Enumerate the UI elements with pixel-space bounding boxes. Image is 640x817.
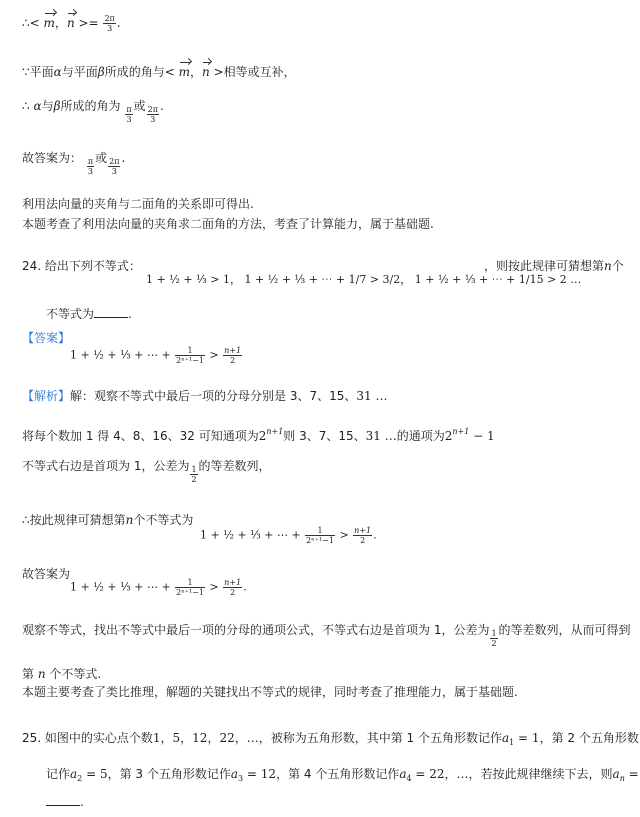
fraction-rhs: $\frac{n+1}{2}$ <box>354 526 372 545</box>
inequality-3: 1 + ½ + ⅓ + ⋯ + 1/15 > 2 … <box>414 273 582 286</box>
variable-n: n <box>37 667 46 681</box>
term-a2: $a_2 = 5$ <box>70 767 108 783</box>
period: . <box>128 307 132 321</box>
fraction-rhs: $\frac{n+1}{2}$ <box>224 578 242 597</box>
analysis-line-6 <box>22 622 631 648</box>
vector-m: m <box>43 16 55 30</box>
fraction-last-term: $\frac{1}{\text{2ⁿ⁺¹−1}}$ <box>306 526 334 545</box>
term-a3: $a_3 = 12$ <box>230 767 277 783</box>
fraction-rhs: $\frac{n+1}{2}$ <box>224 346 242 365</box>
text: ，第 4 个五角形数记作 <box>276 767 400 781</box>
text: 故答案为： <box>22 151 83 165</box>
alpha: α <box>53 65 62 79</box>
text: ，第 3 个五角形数记作 <box>107 767 231 781</box>
period: . <box>80 795 84 809</box>
text: 不等式为 <box>46 307 95 321</box>
pentagonal-numbers: 1，5，12，22，… <box>152 731 259 745</box>
answer-blank <box>94 306 128 318</box>
formula-lhs: 1 + ½ + ⅓ + ⋯ + <box>70 580 171 594</box>
text: 31 … <box>365 429 397 443</box>
beta: β <box>53 99 61 113</box>
text-or: 或 <box>133 99 146 113</box>
inequality-1: 1 + ½ + ⅓ > 1， <box>146 273 241 286</box>
formula-lhs: 1 + ½ + ⅓ + ⋯ + <box>70 348 171 362</box>
variable-n: n <box>125 513 134 527</box>
question-24-inequalities <box>146 272 581 288</box>
inequality-2: 1 + ½ + ⅓ + ⋯ + 1/7 > 3/2， <box>244 273 412 286</box>
question-24-blank-line <box>46 306 132 322</box>
conclusion-angle-line: ∴< m，n >= $\frac{2\pi}{3}$ . <box>22 14 121 33</box>
therefore-symbol: ∴ <box>22 99 30 113</box>
fraction-last-term: $\frac{1}{\text{2ⁿ⁺¹−1}}$ <box>176 578 204 597</box>
fraction-1-2: $\frac{1}{2}$ <box>491 629 497 648</box>
gt-eq: >= <box>78 16 99 30</box>
text: 与 <box>41 99 54 113</box>
variable-n: n <box>604 259 612 273</box>
gt-symbol: > <box>209 580 219 594</box>
text: >相等或互补， <box>213 65 296 79</box>
method-line: 利用法向量的夹角与二面角的关系即可得出. <box>22 197 254 211</box>
text-or: 或 <box>95 151 108 165</box>
text: 个 <box>611 259 624 273</box>
analysis-line-8: 本题主要考查了类比推理，解题的关键找出不等式的规律，同时考查了推理能力，属于基础题. <box>22 685 518 699</box>
text: 个不等式. <box>49 667 102 681</box>
text: 31 … <box>356 389 388 403</box>
text: 个不等式为 <box>133 513 194 527</box>
text: 的等差数列，从而可得到 <box>498 623 631 637</box>
text: ，则按此规律可猜想第 <box>484 259 605 273</box>
analysis-line-7 <box>22 666 101 682</box>
analysis-line-3 <box>22 458 271 484</box>
power-2-n1: $2^{n+1}$ <box>258 427 284 443</box>
text: 将每个数加 1 得 4、8、16、32 可知通项为 <box>22 429 259 443</box>
text: ，第 2 个五角形数 <box>539 731 639 745</box>
fraction-pi-3: $\frac{\pi}{3}$ <box>126 105 132 124</box>
fraction-last-term: $\frac{1}{\text{2ⁿ⁺¹−1}}$ <box>176 346 204 365</box>
vector-m: m <box>178 65 190 79</box>
gt-symbol: > <box>209 348 219 362</box>
formula-lhs: 1 + ½ + ⅓ + ⋯ + <box>200 528 301 542</box>
beta: β <box>97 65 105 79</box>
alpha: α <box>33 99 42 113</box>
text: 的等差数列， <box>198 459 271 473</box>
question-24-label: 24. 给出下列不等式： <box>22 259 141 273</box>
comma: ， <box>54 16 67 30</box>
analysis-tag: 【解析】 <box>22 389 71 403</box>
analysis-line-4 <box>22 512 193 528</box>
text: 的通项为 <box>396 429 445 443</box>
text: 所成的角为 <box>60 99 121 113</box>
answer-tag: 【答案】 <box>22 331 71 345</box>
text: 25. 如图中的实心点个数 <box>22 731 153 745</box>
fraction-2pi-3: $\frac{2\pi}{3}$ <box>109 157 120 176</box>
text: ∵平面 <box>22 65 54 79</box>
term-an: $a_n$ = <box>612 767 639 783</box>
text: 记作 <box>46 767 71 781</box>
term-a4: $a_4 = 22$ <box>399 767 445 783</box>
vector-n: n <box>66 16 75 30</box>
answer-formula <box>70 346 243 365</box>
question-24-tail <box>484 258 624 274</box>
answer-line: 故答案为： $\frac{\pi}{3}$ 或 $\frac{2\pi}{3}$ . <box>22 151 126 176</box>
gt-symbol: > <box>339 528 349 542</box>
text: 观察不等式，找出不等式中最后一项的分母的通项公式，不等式右边是首项为 1，公差为 <box>22 623 490 637</box>
comma: ， <box>189 65 202 79</box>
power-2-n1-minus-1: $2^{n+1} - 1$ <box>444 427 495 443</box>
fraction-2pi-3: $\frac{2\pi}{3}$ <box>104 14 115 33</box>
term-a1: $a_1 = 1$ <box>501 731 540 747</box>
fraction-1-2: $\frac{1}{2}$ <box>191 465 197 484</box>
answer-blank <box>46 794 80 806</box>
text: 第 <box>22 667 35 681</box>
analysis-line-5: 故答案为 <box>22 567 71 581</box>
text: 所成的角与< <box>104 65 175 79</box>
therefore-symbol: ∴< <box>22 16 40 30</box>
question-25-line-2 <box>46 766 639 787</box>
analysis-line-2 <box>22 424 495 444</box>
angle-result-line: ∴ α与β所成的角为 $\frac{\pi}{3}$ 或 $\frac{2\pi}{3}$ . <box>22 99 164 124</box>
fraction-pi-3: $\frac{\pi}{3}$ <box>87 157 94 176</box>
text: ，被称为五角形数，其中第 1 个五角形数记作 <box>258 731 502 745</box>
question-25-blank-line <box>46 794 84 810</box>
analysis-formula-1: 1 + ½ + ⅓ + ⋯ + $\frac{1}{\text{2ⁿ⁺¹−1}}$ > $\frac{n+1}{2}$ . <box>200 526 377 545</box>
text: 不等式右边是首项为 1，公差为 <box>22 459 190 473</box>
fraction-2pi-3: $\frac{2\pi}{3}$ <box>147 105 159 124</box>
plane-angle-line <box>22 64 296 80</box>
text: 则 3、7、15、 <box>283 429 366 443</box>
analysis-line-1 <box>22 388 387 404</box>
text: 解：观察不等式中最后一项的分母分别是 3、7、15、 <box>70 389 357 403</box>
vector-n: n <box>202 65 210 79</box>
text: ∴按此规律可猜想第 <box>22 513 126 527</box>
summary-line: 本题考查了利用法向量的夹角求二面角的方法，考查了计算能力，属于基础题. <box>22 217 434 231</box>
question-25-line-1 <box>22 730 639 751</box>
text: ，…，若按此规律继续下去，则 <box>444 767 613 781</box>
analysis-formula-2: 1 + ½ + ⅓ + ⋯ + $\frac{1}{\text{2ⁿ⁺¹−1}}$ > $\frac{n+1}{2}$ . <box>70 578 247 597</box>
text: 与平面 <box>61 65 98 79</box>
